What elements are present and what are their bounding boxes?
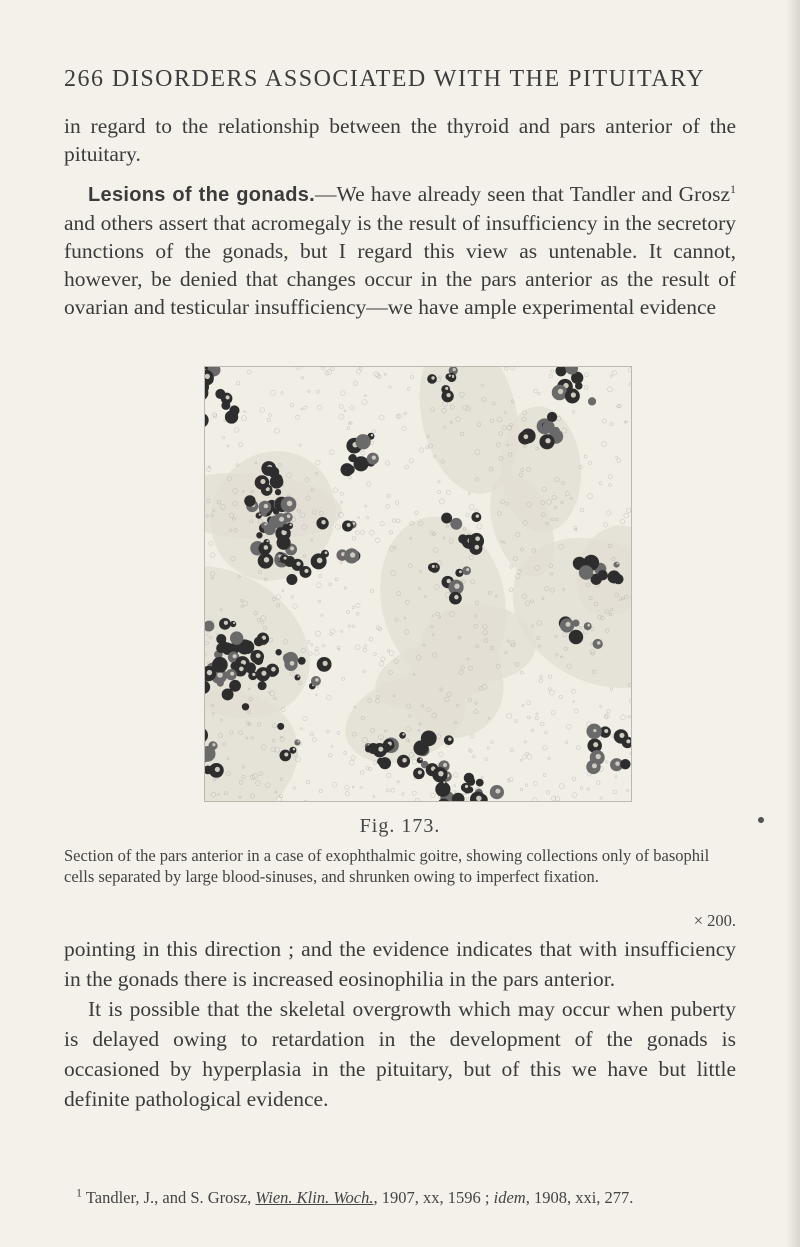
- page-edge-shadow: [786, 0, 800, 1247]
- section-heading: Lesions of the gonads.: [88, 184, 316, 206]
- paragraph-group-after-figure: [64, 934, 736, 1114]
- footnote-entry: [64, 1187, 736, 1209]
- paragraph-1-text: in regard to the relationship between the thyroid and pars anterior of the pituitary.: [64, 114, 736, 166]
- paragraph-4: It is possible that the skeletal overgrowth which may occur when puberty is delayed owing to retardation in the development of the gonads is occasioned by hyperplasia in the pituitary, but of this we have but little definite pathological evidence.: [64, 997, 736, 1111]
- running-title: DISORDERS ASSOCIATED WITH THE PITUITARY: [112, 66, 706, 92]
- figure-label: Fig. 173.: [359, 815, 441, 837]
- paragraph-3: pointing in this direction ; and the evidence indicates that with insufficiency in the gonads there is increased eosinophilia in the pars anterior.: [64, 937, 736, 991]
- footnote-authors: Tandler, J., and S. Grosz,: [82, 1188, 256, 1207]
- paragraph-2-text-a: —We have already seen that Tandler and Grosz: [315, 182, 730, 206]
- footnote-citation: , 1907, xx, 1596 ;: [373, 1188, 494, 1207]
- paragraph-continuation: [64, 112, 736, 168]
- footnote-idem: idem: [493, 1188, 526, 1207]
- running-head: [64, 66, 736, 93]
- page-number: 266: [64, 66, 105, 92]
- figure-micrograph: [204, 366, 632, 802]
- figure-caption: Section of the pars anterior in a case of exophthalmic goitre, showing collections only of basophil cells separated by large blood-sinuses, and shrunken owing to imperfect fixation.: [64, 846, 710, 886]
- figure-magnification: × 200.: [693, 911, 736, 930]
- footnote-journal: Wien. Klin. Woch.: [255, 1188, 374, 1207]
- micrograph-image: [204, 366, 632, 802]
- paragraph-2: [64, 180, 736, 321]
- footnote-mark: 1: [76, 1185, 82, 1200]
- paragraph-lesions: [64, 180, 736, 321]
- footnote-citation-2: , 1908, xxi, 277.: [525, 1188, 634, 1207]
- paragraph-2-text-b: and others assert that acromegaly is the result of insufficiency in the secretory functions of the gonads, but I regard this view as untenable. It cannot, however, be denied that changes occur in the pars anterior as the result of ovarian and testicular insufficiency—we have ample experimental evidence: [64, 211, 736, 319]
- footnote-ref: 1: [730, 181, 736, 196]
- footnote: [64, 1187, 736, 1209]
